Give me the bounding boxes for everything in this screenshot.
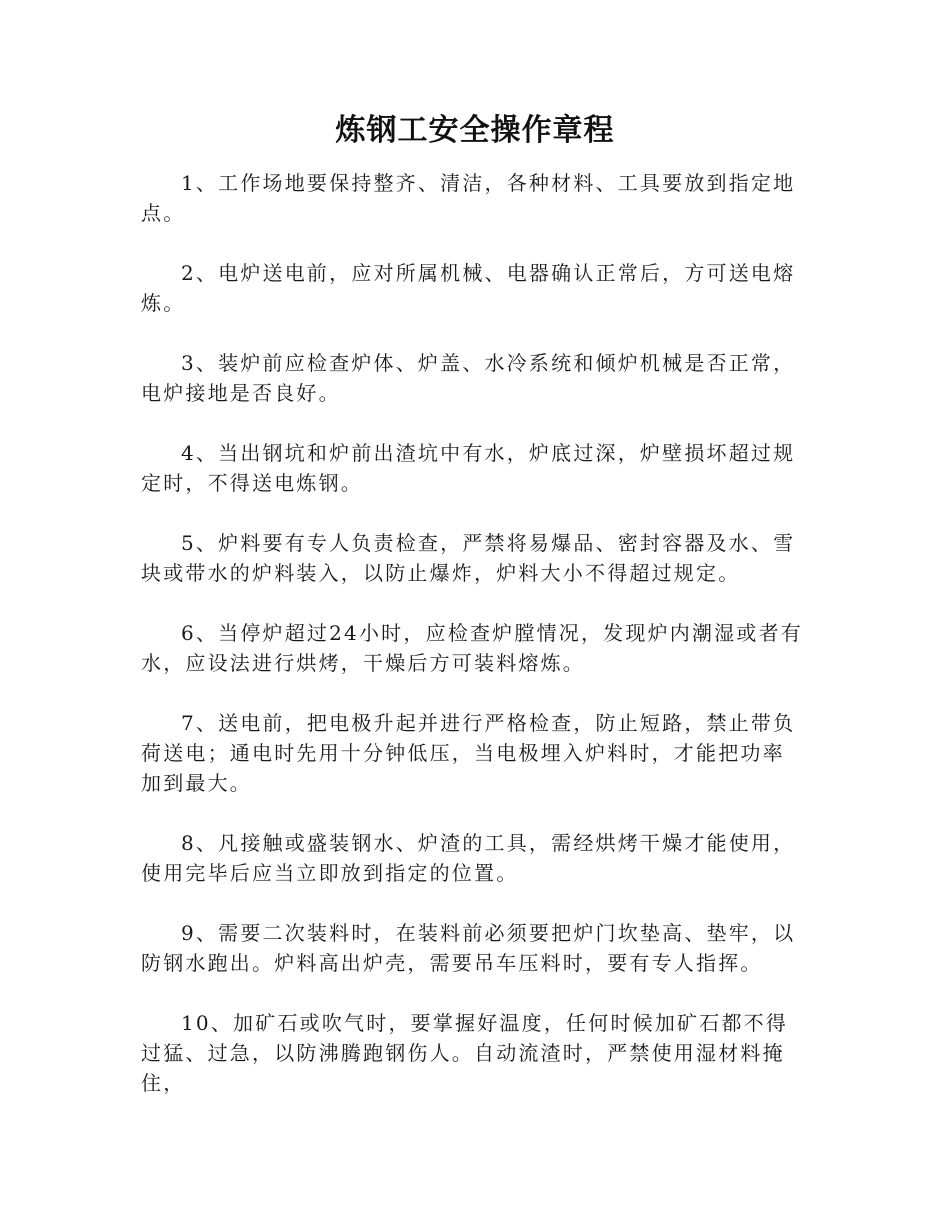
paragraph-7: 7、送电前，把电极升起并进行严格检查，防止短路，禁止带负荷送电；通电时先用十分钟低压，当电极埋入炉料时，才能把功率加到最大。 xyxy=(141,711,796,795)
paragraph-10: 10、加矿石或吹气时，要掌握好温度，任何时候加矿石都不得过猛、过急，以防沸腾跑钢伤人。自动流渣时，严禁使用湿材料掩住， xyxy=(141,1011,789,1095)
paragraph-4: 4、当出钢坑和炉前出渣坑中有水，炉底过深，炉壁损坏超过规定时，不得送电炼钢。 xyxy=(141,441,796,495)
document-title: 炼钢工安全操作章程 xyxy=(335,113,615,148)
document-body xyxy=(141,168,806,1128)
paragraph-1: 1、工作场地要保持整齐、清洁，各种材料、工具要放到指定地点。 xyxy=(141,171,796,225)
paragraph-2: 2、电炉送电前，应对所属机械、电器确认正常后，方可送电熔炼。 xyxy=(141,261,796,315)
paragraph-5: 5、炉料要有专人负责检查，严禁将易爆品、密封容器及水、雪块或带水的炉料装入，以防止爆炸，炉料大小不得超过规定。 xyxy=(141,531,796,585)
paragraph-8: 8、凡接触或盛装钢水、炉渣的工具，需经烘烤干燥才能使用，使用完毕后应当立即放到指定的位置。 xyxy=(141,831,796,885)
paragraph-6: 6、当停炉超过24小时，应检查炉膛情况，发现炉内潮湿或者有水，应设法进行烘烤，干燥后方可装料熔炼。 xyxy=(141,621,803,675)
paragraph-3: 3、装炉前应检查炉体、炉盖、水冷系统和倾炉机械是否正常，电炉接地是否良好。 xyxy=(141,351,796,405)
paragraph-9: 9、需要二次装料时，在装料前必须要把炉门坎垫高、垫牢，以防钢水跑出。炉料高出炉壳，需要吊车压料时，要有专人指挥。 xyxy=(141,921,796,975)
